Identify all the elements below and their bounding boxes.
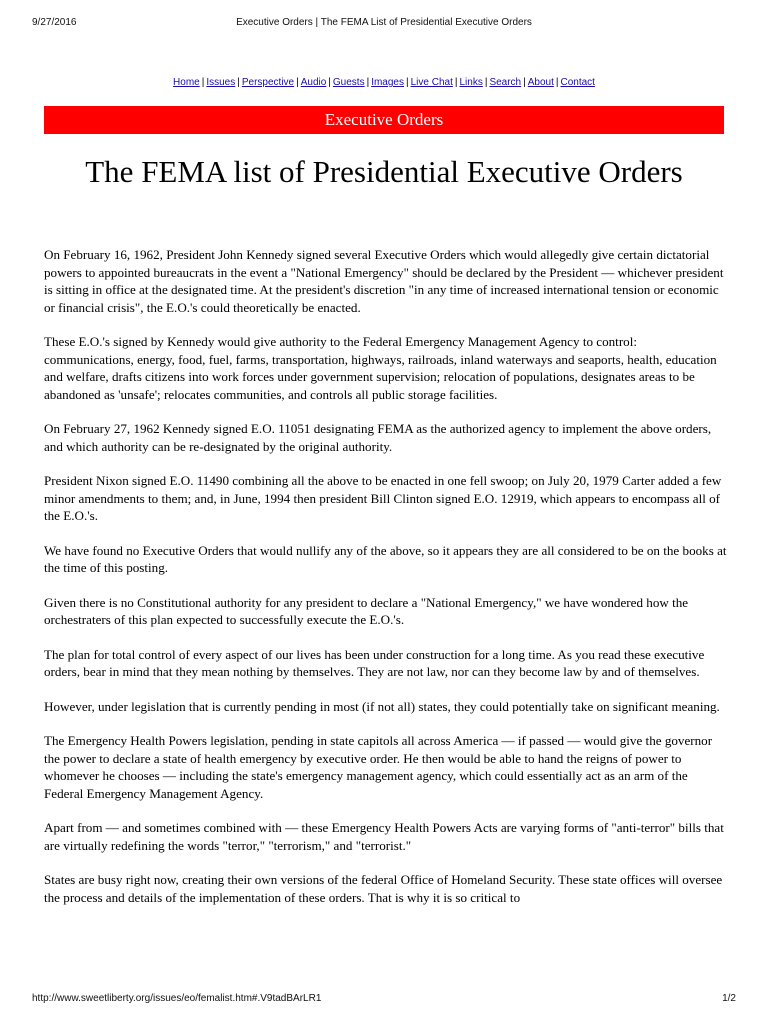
nav-bar — [0, 76, 768, 90]
nav-link-guests[interactable]: Guests — [332, 77, 365, 88]
paragraph: Given there is no Constitutional authority for any president to declare a "National Emergency," we have wondered how the orchestraters of this plan expected to successfully execute the E.O.'s. — [44, 594, 689, 627]
nav-separator: | — [201, 77, 205, 88]
nav-link-live-chat[interactable]: Live Chat — [410, 77, 453, 88]
page-title: The FEMA list of Presidential Executive Orders — [85, 154, 683, 189]
nav-link-perspective[interactable]: Perspective — [241, 77, 295, 88]
nav-link-issues[interactable]: Issues — [206, 77, 236, 88]
paragraph: The plan for total control of every aspect of our lives has been under construction for a long time. As you read these executive orders, bear in mind that they mean nothing by themselves. They are not law, nor can they become law by and of themselves. — [44, 646, 705, 679]
print-footer — [0, 993, 768, 1007]
nav-separator: | — [484, 77, 488, 88]
nav-link-contact[interactable]: Contact — [560, 77, 595, 88]
nav-separator: | — [366, 77, 370, 88]
nav-separator: | — [454, 77, 458, 88]
nav-link-about[interactable]: About — [527, 77, 554, 88]
nav-link-home[interactable]: Home — [173, 77, 200, 88]
page-number: 1/2 — [722, 993, 736, 1004]
nav-link-links[interactable]: Links — [459, 77, 483, 88]
nav-link-images[interactable]: Images — [371, 77, 404, 88]
paragraph: States are busy right now, creating their own versions of the federal Office of Homeland Security. These state offices will oversee the process and details of the implementation of these orders. That is why it is so critical to — [44, 872, 723, 905]
nav-separator: | — [296, 77, 299, 88]
print-date: 9/27/2016 — [32, 17, 77, 28]
nav-separator: | — [406, 77, 409, 88]
nav-separator: | — [237, 77, 240, 88]
paragraph: These E.O.'s signed by Kennedy would give authority to the Federal Emergency Management Agency to control: communications, energy, food, fuel, farms, transportation, highways, railroads, inland waterways and seaports, health, education and welfare, drafts citizens into work forces under government supervision; relocation of populations, designates areas to be abandoned as 'unsafe'; relocates communities, and controls all public storage facilities. — [44, 334, 717, 402]
nav-link-search[interactable]: Search — [489, 77, 522, 88]
paragraph: We have found no Executive Orders that would nullify any of the above, so it appears they are all considered to be on the books at the time of this posting. — [44, 542, 727, 575]
paragraph: On February 16, 1962, President John Kennedy signed several Executive Orders which would allegedly give certain dictatorial powers to appointed bureaucrats in the event a "National Emergency" should be declared by the President — whichever president is sitting in office at the designated time. At the president's discretion "in any time of increased international tension or economic or financial crisis", the E.O.'s could theoretically be enacted. — [44, 247, 724, 315]
paragraph: However, under legislation that is currently pending in most (if not all) states, they could potentially take on significant meaning. — [44, 698, 720, 714]
section-banner: Executive Orders — [44, 106, 724, 134]
paragraph: The Emergency Health Powers legislation, pending in state capitols all across America — if passed — would give the governor the power to declare a state of health emergency by executive order. He then would be able to hand the reigns of power to whomever he chooses — including the state's emergency management agency, which could essentially act as an arm of the Federal Emergency Management Agency. — [44, 733, 713, 801]
paragraph: President Nixon signed E.O. 11490 combining all the above to be enacted in one fell swoop; on July 20, 1979 Carter added a few minor amendments to them; and, in June, 1994 then president Bill Clinton signed E.O. 12919, which appears to encompass all of the E.O.'s. — [44, 473, 722, 523]
print-url: http://www.sweetliberty.org/issues/eo/femalist.htm#.V9tadBArLR1 — [32, 993, 322, 1004]
nav-separator: | — [328, 77, 331, 88]
article-body — [44, 246, 728, 923]
print-header — [0, 17, 768, 31]
nav-separator: | — [555, 77, 559, 88]
print-page-title: Executive Orders | The FEMA List of Presidential Executive Orders — [236, 17, 532, 28]
paragraph: On February 27, 1962 Kennedy signed E.O. 11051 designating FEMA as the authorized agency to implement the above orders, and which authority can be re-designated by the original authority. — [44, 421, 712, 454]
nav-link-audio[interactable]: Audio — [300, 77, 327, 88]
paragraph: Apart from — and sometimes combined with — these Emergency Health Powers Acts are varying forms of "anti-terror" bills that are virtually redefining the words "terror," "terrorism," and "terrorist." — [44, 820, 724, 853]
nav-separator: | — [523, 77, 526, 88]
